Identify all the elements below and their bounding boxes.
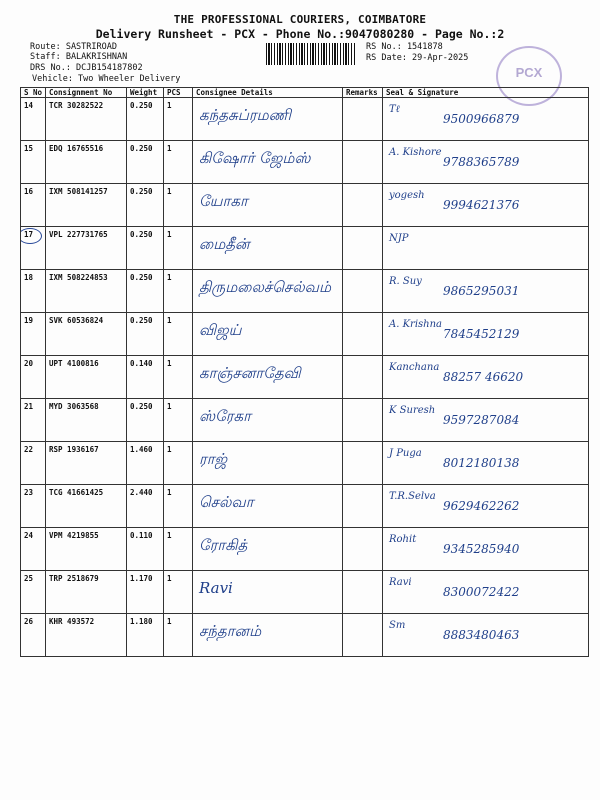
consignee-handwritten-name: விஜய் [199, 321, 242, 339]
barcode [266, 43, 356, 65]
table-row [21, 98, 589, 141]
serial-number: 22 [24, 445, 34, 454]
consignee-cell [193, 227, 343, 270]
weight-value: 0.250 [130, 230, 153, 239]
consignee-cell [193, 313, 343, 356]
consignment-number: IXM 508141257 [49, 187, 108, 196]
table-row [21, 184, 589, 227]
consignee-cell [193, 270, 343, 313]
handwritten-signature: yogesh [389, 190, 425, 201]
cell-pcs [164, 270, 193, 313]
table-row [21, 399, 589, 442]
cell-sno [21, 98, 46, 141]
cell-cn [46, 485, 127, 528]
pieces-count: 1 [167, 187, 172, 196]
cell-pcs [164, 571, 193, 614]
cell-cn [46, 98, 127, 141]
pieces-count: 1 [167, 273, 172, 282]
signature-cell [383, 141, 589, 184]
table-row [21, 313, 589, 356]
serial-number: 15 [24, 144, 34, 153]
cell-wt [127, 270, 164, 313]
cell-sno [21, 184, 46, 227]
table-header-row [21, 88, 589, 98]
rs-date-text: RS Date: 29-Apr-2025 [366, 53, 469, 63]
consignment-number: UPT 4100816 [49, 359, 99, 368]
signature-cell [383, 227, 589, 270]
handwritten-phone: 9865295031 [443, 284, 520, 298]
remarks-cell [343, 485, 383, 528]
column-header: Consignment No [46, 88, 127, 98]
cell-wt [127, 571, 164, 614]
company-title: THE PROFESSIONAL COURIERS, COIMBATORE [173, 13, 427, 26]
serial-number: 19 [24, 316, 34, 325]
cell-pcs [164, 485, 193, 528]
handwritten-phone: 8883480463 [443, 628, 520, 642]
remarks-cell [343, 313, 383, 356]
cell-pcs [164, 98, 193, 141]
cell-wt [127, 614, 164, 657]
consignee-cell [193, 442, 343, 485]
cell-wt [127, 141, 164, 184]
weight-value: 1.170 [130, 574, 153, 583]
table-row [21, 356, 589, 399]
consignee-cell [193, 141, 343, 184]
signature-cell [383, 614, 589, 657]
table-row [21, 571, 589, 614]
cell-wt [127, 399, 164, 442]
weight-value: 0.250 [130, 187, 153, 196]
remarks-cell [343, 442, 383, 485]
consignment-number: KHR 493572 [49, 617, 95, 626]
cell-cn [46, 614, 127, 657]
consignee-handwritten-name: மைதீன் [199, 235, 250, 253]
runsheet-subtitle: Delivery Runsheet - PCX - Phone No.:9047080280 - Page No.:2 [95, 27, 505, 41]
weight-value: 1.180 [130, 617, 153, 626]
cell-sno [21, 270, 46, 313]
consignment-number: MYD 3063568 [49, 402, 99, 411]
consignee-cell [193, 98, 343, 141]
cell-wt [127, 356, 164, 399]
cell-sno [21, 356, 46, 399]
stamp-text: PCX [515, 65, 543, 80]
consignee-cell [193, 399, 343, 442]
cell-wt [127, 184, 164, 227]
handwritten-phone: 9597287084 [443, 413, 520, 427]
cell-pcs [164, 356, 193, 399]
consignee-cell [193, 485, 343, 528]
pieces-count: 1 [167, 402, 172, 411]
remarks-cell [343, 399, 383, 442]
cell-sno [21, 528, 46, 571]
cell-pcs [164, 528, 193, 571]
serial-number: 20 [24, 359, 34, 368]
cell-sno [21, 141, 46, 184]
consignee-handwritten-name: ராஜ் [199, 450, 228, 468]
weight-value: 0.250 [130, 101, 153, 110]
handwritten-phone: 9345285940 [443, 542, 520, 556]
serial-number: 14 [24, 101, 34, 110]
cell-sno [21, 442, 46, 485]
runsheet-table [20, 87, 589, 657]
column-header: S No [21, 88, 46, 98]
handwritten-signature: Tℓ [389, 104, 400, 115]
signature-cell [383, 528, 589, 571]
pieces-count: 1 [167, 617, 172, 626]
consignment-number: TCG 41661425 [49, 488, 104, 497]
weight-value: 0.250 [130, 402, 153, 411]
handwritten-signature: A. Kishore [389, 147, 442, 158]
cell-wt [127, 227, 164, 270]
pieces-count: 1 [167, 488, 172, 497]
consignment-number: SVK 60536824 [49, 316, 104, 325]
handwritten-phone: 8300072422 [443, 585, 520, 599]
column-header: Seal & Signature [383, 88, 589, 98]
weight-value: 0.250 [130, 316, 153, 325]
consignee-handwritten-name: Ravi [199, 579, 233, 597]
consignee-handwritten-name: ரோகித் [199, 536, 248, 554]
cell-cn [46, 313, 127, 356]
cell-cn [46, 399, 127, 442]
cell-cn [46, 528, 127, 571]
serial-number: 23 [24, 488, 34, 497]
consignment-number: TRP 2518679 [49, 574, 99, 583]
handwritten-signature: T.R.Selva [389, 491, 436, 502]
signature-cell [383, 442, 589, 485]
remarks-cell [343, 141, 383, 184]
table-row [21, 528, 589, 571]
serial-number: 26 [24, 617, 34, 626]
cell-wt [127, 528, 164, 571]
cell-pcs [164, 184, 193, 227]
consignment-number: VPL 227731765 [49, 230, 108, 239]
signature-cell [383, 571, 589, 614]
cell-cn [46, 270, 127, 313]
remarks-cell [343, 614, 383, 657]
remarks-cell [343, 270, 383, 313]
handwritten-signature: A. Krishna [389, 319, 443, 330]
cell-cn [46, 442, 127, 485]
pen-circle-mark [21, 228, 43, 244]
consignment-number: IXM 508224853 [49, 273, 108, 282]
table-row [21, 485, 589, 528]
cell-wt [127, 442, 164, 485]
column-header: Remarks [343, 88, 383, 98]
consignee-handwritten-name: செல்வா [199, 493, 254, 511]
weight-value: 0.250 [130, 273, 153, 282]
cell-sno [21, 399, 46, 442]
staff-text: Staff: BALAKRISHNAN [30, 52, 128, 62]
cell-pcs [164, 614, 193, 657]
serial-number: 21 [24, 402, 34, 411]
pieces-count: 1 [167, 230, 172, 239]
serial-number: 24 [24, 531, 34, 540]
serial-number: 17 [24, 230, 34, 239]
consignment-number: RSP 1936167 [49, 445, 99, 454]
cell-wt [127, 313, 164, 356]
consignee-cell [193, 184, 343, 227]
handwritten-phone: 7845452129 [443, 327, 520, 341]
cell-cn [46, 184, 127, 227]
consignment-number: VPM 4219855 [49, 531, 99, 540]
signature-cell [383, 485, 589, 528]
consignee-cell [193, 356, 343, 399]
consignment-number: TCR 30282522 [49, 101, 104, 110]
weight-value: 0.140 [130, 359, 153, 368]
handwritten-signature: Sm [389, 620, 406, 631]
cell-wt [127, 98, 164, 141]
handwritten-phone: 88257 46620 [443, 370, 524, 384]
pieces-count: 1 [167, 574, 172, 583]
handwritten-signature: Rohit [389, 534, 417, 545]
table-row [21, 270, 589, 313]
consignee-handwritten-name: காஞ்சனாதேவி [199, 364, 301, 382]
remarks-cell [343, 227, 383, 270]
pieces-count: 1 [167, 144, 172, 153]
handwritten-phone: 9994621376 [443, 198, 520, 212]
handwritten-phone: 9500966879 [443, 112, 520, 126]
cell-cn [46, 571, 127, 614]
handwritten-signature: R. Suy [389, 276, 422, 287]
consignee-handwritten-name: யோகா [199, 192, 248, 210]
cell-cn [46, 356, 127, 399]
serial-number: 25 [24, 574, 34, 583]
signature-cell [383, 98, 589, 141]
serial-number: 18 [24, 273, 34, 282]
handwritten-phone: 9629462262 [443, 499, 520, 513]
table-row [21, 141, 589, 184]
signature-cell [383, 356, 589, 399]
cell-pcs [164, 399, 193, 442]
handwritten-signature: Ravi [389, 577, 412, 588]
route-text: Route: SASTRIROAD [30, 42, 117, 52]
pieces-count: 1 [167, 445, 172, 454]
handwritten-phone: 9788365789 [443, 155, 520, 169]
cell-cn [46, 141, 127, 184]
column-header: Weight [127, 88, 164, 98]
cell-cn [46, 227, 127, 270]
table-row [21, 614, 589, 657]
signature-cell [383, 313, 589, 356]
table-row [21, 227, 589, 270]
remarks-cell [343, 571, 383, 614]
signature-cell [383, 270, 589, 313]
cell-pcs [164, 227, 193, 270]
vehicle-text: Vehicle: Two Wheeler Delivery [32, 74, 181, 84]
weight-value: 1.460 [130, 445, 153, 454]
cell-pcs [164, 442, 193, 485]
handwritten-signature: K Suresh [389, 405, 436, 416]
drs-text: DRS No.: DCJB154187802 [30, 63, 143, 73]
consignee-handwritten-name: திருமலைச்செல்வம் [199, 278, 332, 296]
serial-number: 16 [24, 187, 34, 196]
consignment-number: EDQ 16765516 [49, 144, 104, 153]
weight-value: 0.250 [130, 144, 153, 153]
cell-pcs [164, 141, 193, 184]
handwritten-signature: J Puga [389, 448, 422, 459]
cell-sno [21, 227, 46, 270]
handwritten-signature: NJP [389, 233, 409, 244]
column-header: Consignee Details [193, 88, 343, 98]
cell-sno [21, 313, 46, 356]
pieces-count: 1 [167, 316, 172, 325]
remarks-cell [343, 528, 383, 571]
pieces-count: 1 [167, 101, 172, 110]
weight-value: 2.440 [130, 488, 153, 497]
weight-value: 0.110 [130, 531, 153, 540]
cell-sno [21, 571, 46, 614]
column-header: PCS [164, 88, 193, 98]
cell-pcs [164, 313, 193, 356]
signature-cell [383, 184, 589, 227]
cell-sno [21, 485, 46, 528]
consignee-handwritten-name: ஸ்ரேகா [199, 407, 251, 425]
cell-wt [127, 485, 164, 528]
pieces-count: 1 [167, 359, 172, 368]
consignee-handwritten-name: கிஷோர் ஜேம்ஸ் [199, 149, 311, 167]
remarks-cell [343, 356, 383, 399]
handwritten-phone: 8012180138 [443, 456, 520, 470]
consignee-handwritten-name: சந்தானம் [199, 622, 262, 640]
cell-sno [21, 614, 46, 657]
signature-cell [383, 399, 589, 442]
consignee-cell [193, 528, 343, 571]
consignee-cell [193, 571, 343, 614]
consignee-cell [193, 614, 343, 657]
handwritten-signature: Kanchana [389, 362, 440, 373]
remarks-cell [343, 184, 383, 227]
remarks-cell [343, 98, 383, 141]
consignee-handwritten-name: கந்தசுப்ரமணி [199, 106, 292, 124]
pieces-count: 1 [167, 531, 172, 540]
rs-no-text: RS No.: 1541878 [366, 42, 443, 52]
table-row [21, 442, 589, 485]
